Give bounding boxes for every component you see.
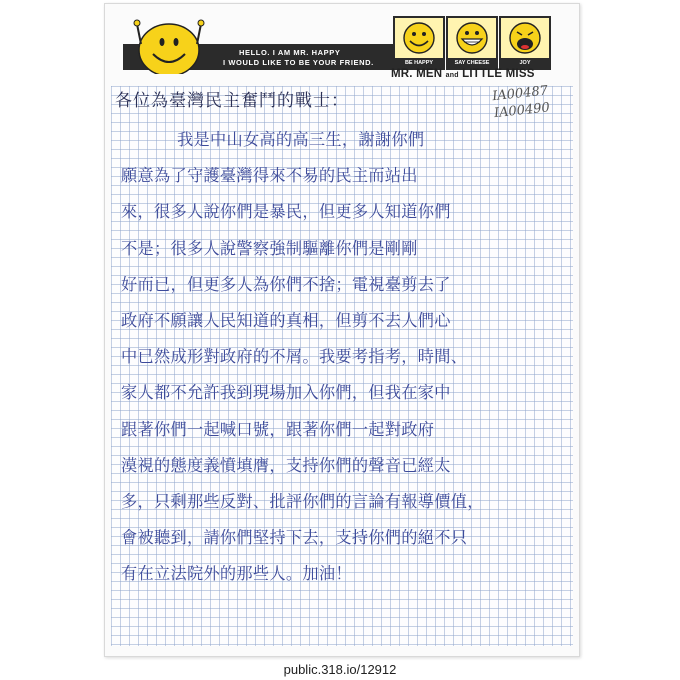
letter-line: 會被聽到，請你們堅持下去，支持你們的絕不只 bbox=[121, 528, 468, 548]
letter-line: 有在立法院外的那些人。加油！ bbox=[121, 564, 352, 584]
letter-line: 跟著你們一起喊口號，跟著你們一起對政府 bbox=[121, 419, 435, 439]
letter-line: 政府不願讓人民知道的真相，但剪不去人們心 bbox=[121, 310, 451, 330]
source-link[interactable]: public.318.io/12912 bbox=[283, 662, 397, 677]
letter-line: 來，很多人說你們是暴民，但更多人知道你們 bbox=[121, 202, 451, 222]
brand-logo bbox=[391, 68, 573, 80]
letter-line: 家人都不允許我到現場加入你們，但我在家中 bbox=[121, 383, 451, 403]
letter-line: 不是；很多人說警察強制驅離你們是剛剛 bbox=[121, 238, 418, 258]
brand-mr-men: MR. MEN bbox=[391, 68, 443, 80]
letter-line: 我是中山女高的高三生，謝謝你們 bbox=[177, 130, 425, 149]
grin-face-icon bbox=[452, 20, 492, 56]
sticker-boxes bbox=[393, 16, 551, 68]
laughing-face-icon bbox=[505, 20, 545, 56]
archive-id: IA00490 bbox=[493, 100, 551, 122]
band-tagline: I WOULD LIKE TO BE YOUR FRIEND. bbox=[223, 58, 374, 67]
sticker-caption: JOY bbox=[501, 58, 549, 68]
brand-and: and bbox=[445, 72, 459, 79]
band-greeting: HELLO. I AM MR. HAPPY bbox=[239, 48, 341, 57]
mr-happy-illustration bbox=[127, 14, 207, 74]
sticker-caption: SAY CHEESE bbox=[448, 58, 496, 68]
sticker-say-cheese bbox=[446, 16, 498, 70]
sticker-caption: BE HAPPY bbox=[395, 58, 443, 68]
sticker-be-happy bbox=[393, 16, 445, 70]
letter-sheet bbox=[104, 3, 580, 657]
letter-line: 中已然成形對政府的不屑。我要考指考，時間、 bbox=[121, 347, 468, 367]
letter-body bbox=[121, 122, 571, 592]
archive-id: IA00487 bbox=[491, 83, 549, 105]
letter-line: 願意為了守護臺灣得來不易的民主而站出 bbox=[121, 166, 418, 186]
smiley-face-icon bbox=[399, 20, 439, 56]
sticker-joy bbox=[499, 16, 551, 70]
brand-little-miss: LITTLE MISS bbox=[462, 68, 535, 80]
letter-salutation: 各位為臺灣民主奮鬥的戰士： bbox=[115, 91, 349, 111]
letter-line: 好而已，但更多人為你們不捨；電視臺剪去了 bbox=[121, 274, 451, 294]
letter-line: 漠視的態度義憤填膺，支持你們的聲音已經太 bbox=[121, 455, 451, 475]
letter-line: 多，只剩那些反對、批評你們的言論有報導價值， bbox=[121, 491, 484, 511]
